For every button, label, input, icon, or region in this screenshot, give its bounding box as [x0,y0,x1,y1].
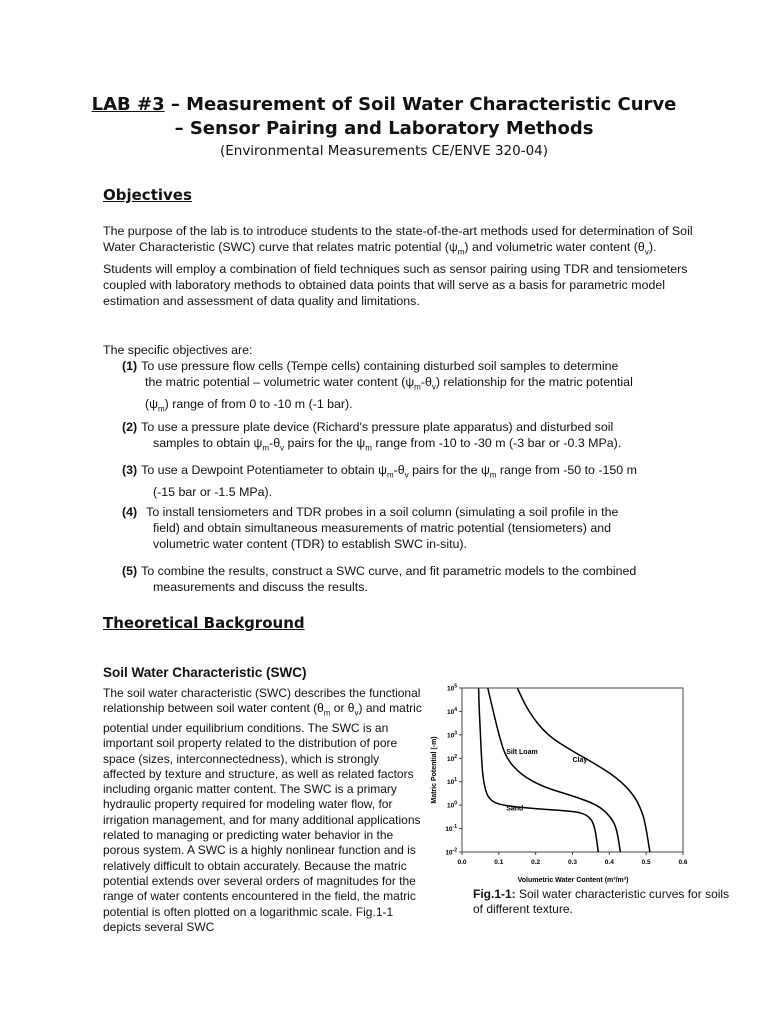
objective-number: (1) [122,359,138,373]
x-axis-label: Volumetric Water Content (m³/m³) [517,877,629,884]
objective-text: To use a pressure plate device (Richard's pressure plate apparatus) and disturbed soil [141,420,614,434]
lab-number: LAB #3 [91,94,165,115]
subscript-m: m [457,247,465,257]
y-tick-label: $10^{-2}$ [445,847,457,857]
specific-objectives-intro: The specific objectives are: [103,343,253,357]
y-axis-label: Matric Potential (-m) [431,736,438,804]
objective-text: To install tensiometers and TDR probes in a soil column (simulating a soil profile in the [146,505,619,519]
caption-label: Fig.1-1: [473,887,516,901]
intro-text-1: The purpose of the lab is to introduce students to the state-of-the-art methods used for determination of Soil Water Characteristic (SWC) curve that relates matric potential (ψ [103,224,693,255]
title-line-2: – Sensor Pairing and Laboratory Methods [174,118,594,139]
objective-number: (4) [122,505,138,519]
curve-label: Silt Loam [506,749,538,757]
objectives-heading: Objectives [103,186,192,204]
plot-area [462,688,683,852]
swc-text-1: The soil water characteristic (SWC) describes the functional relationship between soil water content (θ [103,686,421,716]
curve-label: Sand [506,805,524,813]
swc-figure [425,683,695,893]
intro-text-2: ) and volumetric water content (θ [464,240,645,255]
title-text-1: – Measurement of Soil Water Characteristic Curve [164,94,677,115]
x-tick-label: 0.0 [457,859,467,866]
objective-item-1 [122,358,712,418]
objective-item-2 [122,419,712,457]
objectives-intro-paragraph [103,223,695,309]
curve-label: Clay [572,756,588,764]
y-tick-label: $10^1$ [446,777,457,787]
subscript-v: v [644,247,649,257]
intro-text-3: ). Students will employ a combination of field techniques such as sensor pairing using TDR and tensiometers coupled with laboratory methods to obtained data points that will serve as a basis for parametric model estimation and assessment of data quality and limitations. [103,240,688,309]
x-tick-label: 0.3 [567,859,578,866]
x-tick-label: 0.1 [494,859,504,866]
x-tick-label: 0.2 [531,859,541,866]
theoretical-background-heading: Theoretical Background [103,614,305,632]
y-tick-label: $10^5$ [446,683,457,693]
y-tick-label: $10^0$ [446,800,457,810]
objective-number: (5) [122,564,138,578]
swc-chart [425,683,695,888]
y-tick-label: $10^3$ [446,730,457,740]
x-tick-label: 0.4 [604,859,614,866]
objective-item-5 [122,563,712,595]
objective-text: measurements and discuss the results. [153,580,368,595]
subscript-v: v [354,708,359,718]
figure-caption [473,887,733,917]
swc-paragraph [103,686,423,935]
objective-text: To use pressure flow cells (Tempe cells) containing disturbed soil samples to determine [141,359,619,373]
objective-text: $(\psi_m)$ range of from 0 to -10 m (-1 bar). [145,396,353,414]
objective-text: volumetric water content (TDR) to establish SWC in-situ). [153,537,467,552]
swc-text-3: ) and matric potential under equilibrium conditions. The SWC is an important soil property related to the distribution of pore space (sizes, interconnectedness), which is strongly affected by texture and structure, as well as related factors including organic matter content. The SWC is a primary hydraulic property required for modeling water flow, for irrigation management, and for many additional applications related to managing or predicting water behavior in the porous system. A SWC is a highly nonlinear function and is relatively difficult to obtain accurately. Because the matric potential extends over several orders of magnitudes for the range of water contents encountered in the field, the matric potential is often plotted on a logarithmic scale. Fig.1-1 depicts several SWC [103,701,422,934]
caption-text: Soil water characteristic curves for soils of different texture. [473,887,730,916]
course-subtitle: (Environmental Measurements CE/ENVE 320-04) [219,143,549,159]
swc-subheading: Soil Water Characteristic (SWC) [103,665,307,680]
objective-text: (-15 bar or -1.5 MPa). [153,484,273,499]
swc-text-2: or θ [330,701,355,716]
subscript-m: m [323,708,331,718]
title-line-1 [0,94,768,116]
objective-text: samples to obtain $\psi_m-\theta_v$ pairs for the $\psi_m$ range from -10 to -30 m (-3 bar or -0.3 MPa). [153,436,622,453]
objective-number: (3) [122,463,138,477]
objective-number: (2) [122,420,138,434]
y-tick-label: $10^2$ [446,753,457,763]
objective-text: To combine the results, construct a SWC curve, and fit parametric models to the combined [141,564,637,578]
objective-item-4 [122,504,712,553]
objective-item-3: (3) To use a Dewpoint Potentiameter to obtain $\psi_m-\theta_v$ pairs for the $\psi_m$ range from -50 to -150 m (-15 bar or -1.5 MPa). [122,462,712,500]
x-tick-label: 0.5 [641,859,651,866]
y-tick-label: $10^{-1}$ [445,824,457,834]
y-tick-label: $10^4$ [446,706,457,716]
objective-text: field) and obtain simultaneous measurements of matric potential (tensiometers) and [153,521,611,536]
objective-text: the matric potential – volumetric water content $(\psi_m-\theta_v)$ relationship for the matric potential [145,375,633,392]
x-tick-label: 0.6 [678,859,688,866]
